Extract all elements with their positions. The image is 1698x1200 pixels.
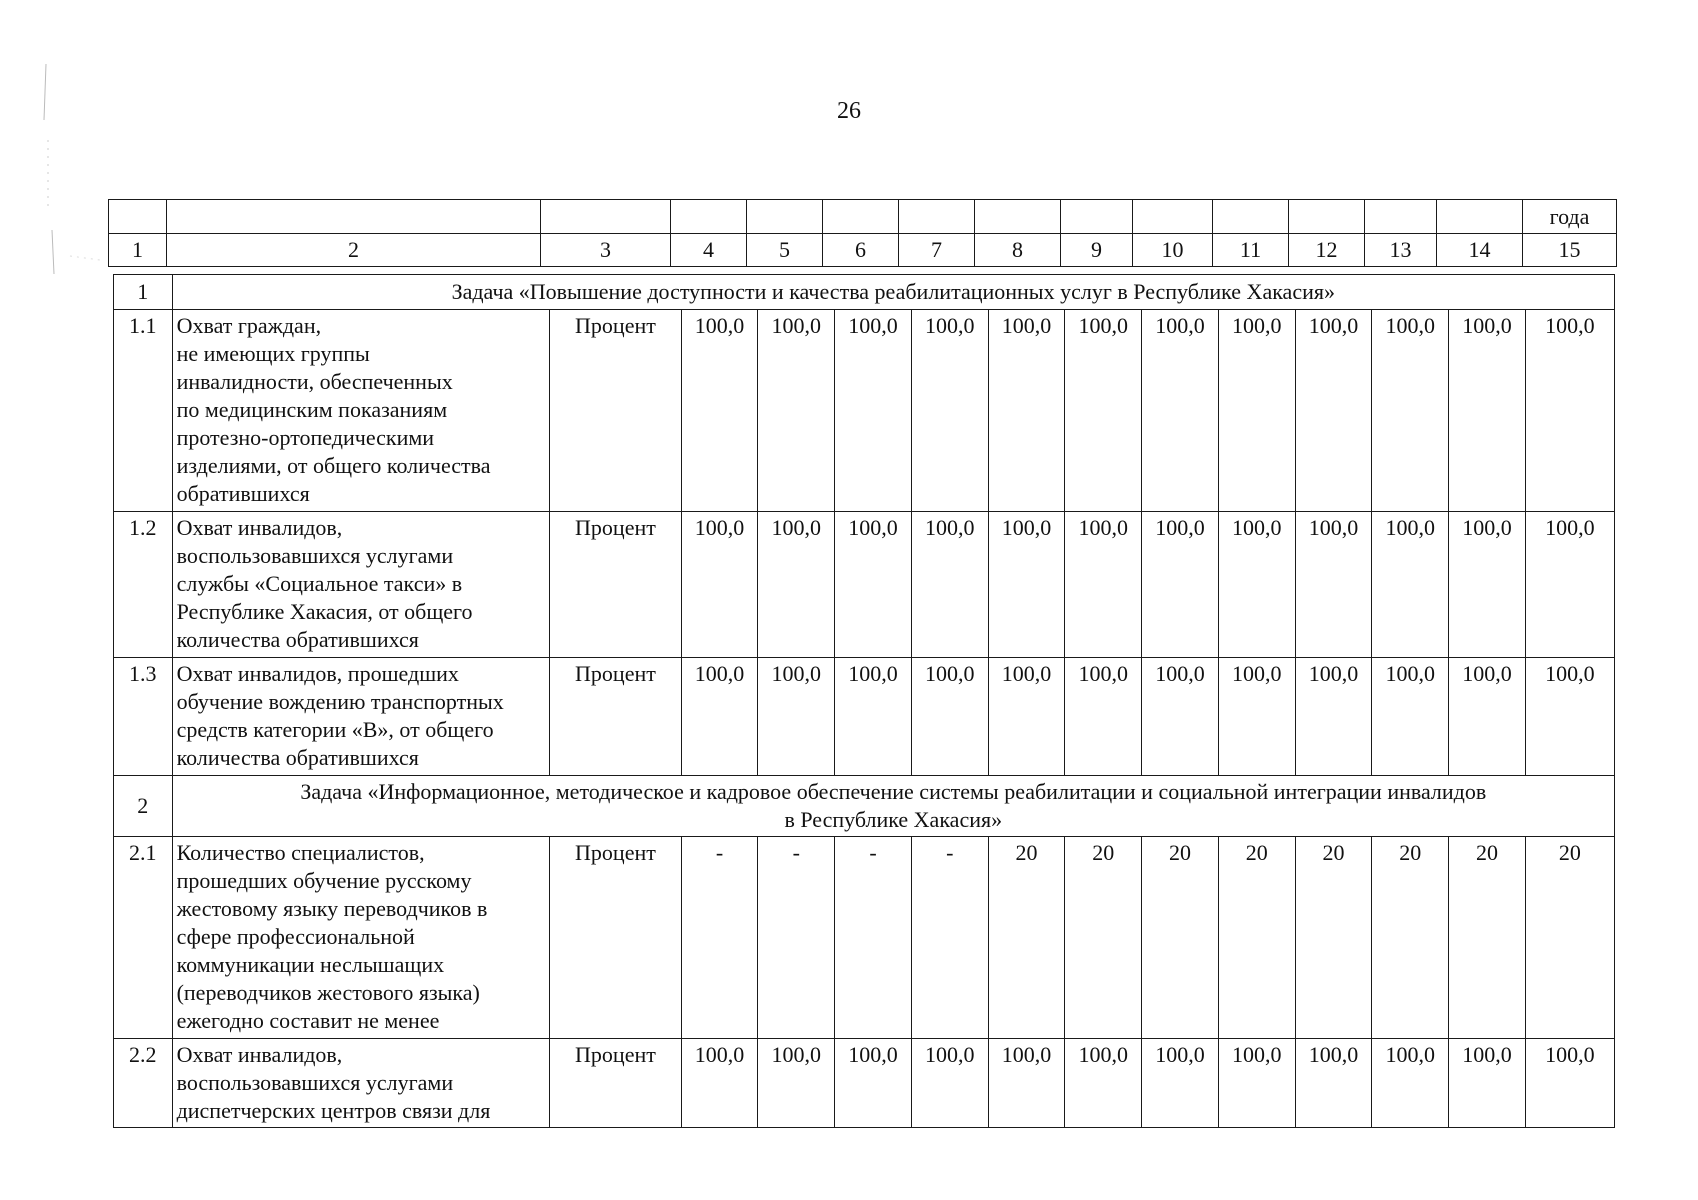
description-line: обратившихся	[176, 481, 310, 506]
value-cell: 100,0	[1449, 310, 1526, 512]
value-cell: 100,0	[1065, 658, 1142, 776]
column-number: 9	[1061, 234, 1133, 267]
task-title	[172, 776, 1614, 837]
value-cell: 100,0	[911, 658, 988, 776]
value-cell: 100,0	[681, 658, 758, 776]
empty-cell	[1133, 200, 1213, 234]
description-line: жестовому языку переводчиков в	[176, 896, 488, 921]
indicator-row	[114, 837, 1615, 1039]
description-line: Охват инвалидов,	[176, 1042, 343, 1067]
description-line: Республике Хакасия, от общего	[176, 599, 473, 624]
value-cell: 100,0	[1372, 1039, 1449, 1128]
description-line: Охват инвалидов, прошедших	[176, 661, 459, 686]
description-line: Охват инвалидов,	[176, 515, 343, 540]
column-number: 8	[975, 234, 1061, 267]
indicator-number: 1.2	[114, 512, 173, 658]
value-cell: 100,0	[835, 512, 912, 658]
value-cell: -	[758, 837, 835, 1039]
description-line: воспользовавшихся услугами	[176, 543, 454, 568]
empty-cell	[899, 200, 975, 234]
empty-cell	[747, 200, 823, 234]
empty-cell	[975, 200, 1061, 234]
empty-cell	[671, 200, 747, 234]
value-cell: 20	[1218, 837, 1295, 1039]
column-number: 5	[747, 234, 823, 267]
indicator-description	[172, 837, 550, 1039]
value-cell: 100,0	[1218, 310, 1295, 512]
task-row	[114, 275, 1615, 310]
value-cell: 100,0	[1295, 512, 1372, 658]
value-cell: 100,0	[1449, 658, 1526, 776]
value-cell: 100,0	[1142, 658, 1219, 776]
value-cell: 20	[1142, 837, 1219, 1039]
description-line: коммуникации неслышащих	[176, 952, 445, 977]
value-cell: 20	[1065, 837, 1142, 1039]
indicators-table	[113, 274, 1615, 1128]
task-title: Задача «Повышение доступности и качества реабилитационных услуг в Республике Хакасия»	[172, 275, 1614, 310]
value-cell: 20	[1525, 837, 1614, 1039]
value-cell: 100,0	[1372, 658, 1449, 776]
value-cell: 100,0	[835, 658, 912, 776]
description-line: обучение вождению транспортных	[176, 689, 504, 714]
description-line: прошедших обучение русскому	[176, 868, 472, 893]
value-cell: 100,0	[1218, 512, 1295, 658]
value-cell: -	[681, 837, 758, 1039]
column-number: 14	[1437, 234, 1523, 267]
column-number: 4	[671, 234, 747, 267]
task-title-line: Задача «Информационное, методическое и кадровое обеспечение системы реабилитации и социальной интеграции инвалидов	[300, 779, 1487, 804]
value-cell: 20	[1372, 837, 1449, 1039]
description-line: количества обратившихся	[176, 745, 419, 770]
column-number: 3	[541, 234, 671, 267]
empty-cell	[1213, 200, 1289, 234]
column-number: 6	[823, 234, 899, 267]
value-cell: 100,0	[1525, 310, 1614, 512]
value-cell: 100,0	[681, 512, 758, 658]
value-cell: 100,0	[988, 658, 1065, 776]
value-cell: -	[835, 837, 912, 1039]
value-cell: 100,0	[988, 512, 1065, 658]
value-cell: 100,0	[988, 1039, 1065, 1128]
empty-cell	[823, 200, 899, 234]
indicator-number: 2.2	[114, 1039, 173, 1128]
empty-cell	[1289, 200, 1365, 234]
value-cell: 100,0	[1142, 512, 1219, 658]
value-cell: 100,0	[1218, 1039, 1295, 1128]
value-cell: 100,0	[1372, 310, 1449, 512]
value-cell: 100,0	[1372, 512, 1449, 658]
indicator-description	[172, 658, 550, 776]
value-cell: 100,0	[1295, 310, 1372, 512]
value-cell: 100,0	[1295, 1039, 1372, 1128]
description-line: изделиями, от общего количества	[176, 453, 491, 478]
description-line: воспользовавшихся услугами	[176, 1070, 454, 1095]
column-number: 1	[109, 234, 167, 267]
indicator-description	[172, 512, 550, 658]
column-number: 12	[1289, 234, 1365, 267]
description-line: диспетчерских центров связи для	[176, 1098, 491, 1123]
value-cell: 100,0	[1218, 658, 1295, 776]
value-cell: 100,0	[911, 310, 988, 512]
unit-cell: Процент	[550, 512, 681, 658]
description-line: сфере профессиональной	[176, 924, 415, 949]
value-cell: 100,0	[988, 310, 1065, 512]
description-line: Охват граждан,	[176, 313, 322, 338]
indicator-number: 1.3	[114, 658, 173, 776]
value-cell: -	[911, 837, 988, 1039]
value-cell: 100,0	[1065, 310, 1142, 512]
value-cell: 100,0	[758, 1039, 835, 1128]
value-cell: 100,0	[1525, 658, 1614, 776]
value-cell: 100,0	[1142, 1039, 1219, 1128]
header-table	[108, 199, 1617, 267]
value-cell: 100,0	[758, 658, 835, 776]
indicator-row	[114, 1039, 1615, 1128]
value-cell: 20	[1449, 837, 1526, 1039]
value-cell: 100,0	[911, 1039, 988, 1128]
description-line: протезно-ортопедическими	[176, 425, 435, 450]
description-line: службы «Социальное такси» в	[176, 571, 463, 596]
description-line: по медицинским показаниям	[176, 397, 448, 422]
column-number-row	[109, 234, 1617, 267]
indicator-row	[114, 512, 1615, 658]
value-cell: 100,0	[1525, 512, 1614, 658]
description-line: не имеющих группы	[176, 341, 370, 366]
value-cell: 100,0	[835, 310, 912, 512]
empty-cell	[1061, 200, 1133, 234]
unit-cell: Процент	[550, 310, 681, 512]
description-line: количества обратившихся	[176, 627, 419, 652]
indicator-number: 2.1	[114, 837, 173, 1039]
year-row	[109, 200, 1617, 234]
task-title-line: в Республике Хакасия»	[784, 807, 1003, 832]
unit-cell: Процент	[550, 658, 681, 776]
value-cell: 100,0	[1525, 1039, 1614, 1128]
column-number: 13	[1365, 234, 1437, 267]
page-number: 26	[837, 98, 861, 124]
value-cell: 100,0	[835, 1039, 912, 1128]
unit-cell: Процент	[550, 837, 681, 1039]
description-line: средств категории «В», от общего	[176, 717, 494, 742]
value-cell: 100,0	[1142, 310, 1219, 512]
indicator-description	[172, 1039, 550, 1128]
value-cell: 100,0	[758, 310, 835, 512]
value-cell: 100,0	[911, 512, 988, 658]
description-line: Количество специалистов,	[176, 840, 425, 865]
column-number: 11	[1213, 234, 1289, 267]
indicator-number: 1.1	[114, 310, 173, 512]
column-number: 15	[1523, 234, 1617, 267]
task-row	[114, 776, 1615, 837]
indicator-row	[114, 658, 1615, 776]
column-number: 10	[1133, 234, 1213, 267]
column-number: 7	[899, 234, 975, 267]
task-number: 2	[114, 776, 173, 837]
indicator-description	[172, 310, 550, 512]
column-number: 2	[167, 234, 541, 267]
task-number: 1	[114, 275, 173, 310]
value-cell: 100,0	[681, 1039, 758, 1128]
empty-cell	[1365, 200, 1437, 234]
description-line: (переводчиков жестового языка)	[176, 980, 480, 1005]
value-cell: 20	[1295, 837, 1372, 1039]
value-cell: 100,0	[758, 512, 835, 658]
value-cell: 100,0	[1449, 512, 1526, 658]
value-cell: 100,0	[1449, 1039, 1526, 1128]
indicator-row	[114, 310, 1615, 512]
value-cell: 100,0	[1065, 512, 1142, 658]
empty-cell	[167, 200, 541, 234]
value-cell: 100,0	[1295, 658, 1372, 776]
value-cell: 100,0	[681, 310, 758, 512]
description-line: инвалидности, обеспеченных	[176, 369, 453, 394]
value-cell: 20	[988, 837, 1065, 1039]
value-cell: 100,0	[1065, 1039, 1142, 1128]
empty-cell	[541, 200, 671, 234]
unit-cell: Процент	[550, 1039, 681, 1128]
empty-cell	[1437, 200, 1523, 234]
year-label: года	[1523, 200, 1617, 234]
empty-cell	[109, 200, 167, 234]
description-line: ежегодно составит не менее	[176, 1008, 440, 1033]
